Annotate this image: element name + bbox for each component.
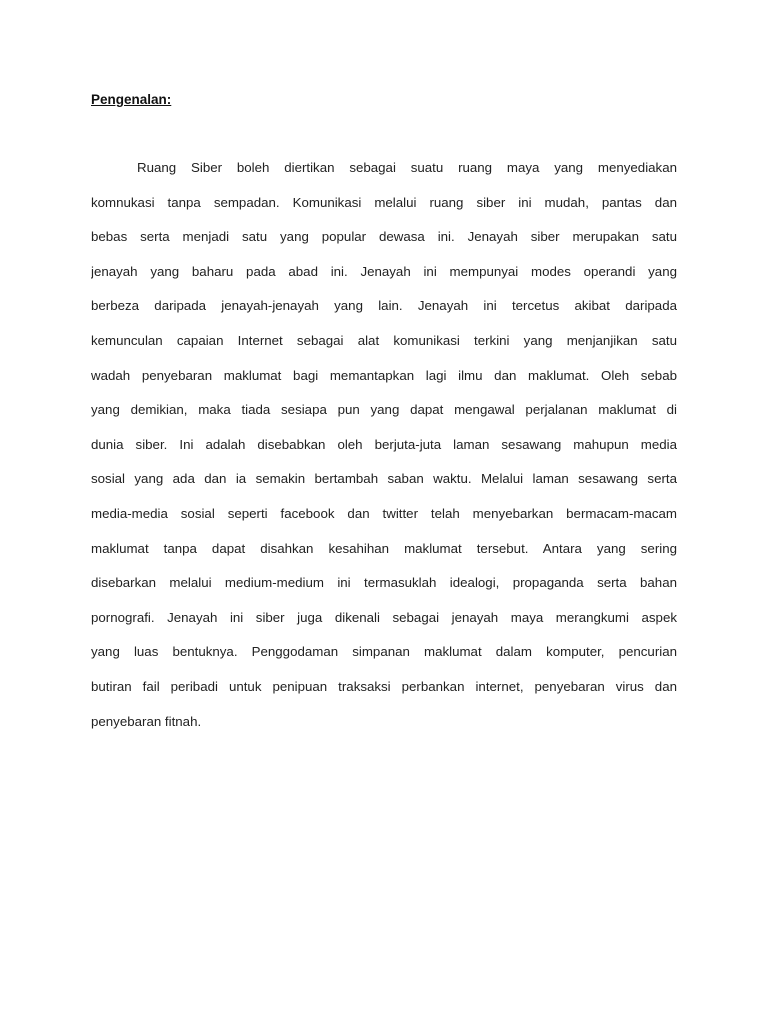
section-heading: Pengenalan: <box>91 92 172 107</box>
body-paragraph <box>91 156 677 744</box>
paragraph-line: komnukasi tanpa sempadan. Komunikasi melalui ruang siber ini mudah, pantas dan <box>91 194 677 210</box>
paragraph-line: bebas serta menjadi satu yang popular dewasa ini. Jenayah siber merupakan satu <box>91 229 677 245</box>
paragraph-line: media-media sosial seperti facebook dan twitter telah menyebarkan bermacam-macam <box>91 505 677 521</box>
paragraph-line: sosial yang ada dan ia semakin bertambah saban waktu. Melalui laman sesawang serta <box>91 471 677 487</box>
paragraph-line: kemunculan capaian Internet sebagai alat komunikasi terkini yang menjanjikan satu <box>91 332 677 348</box>
paragraph-line: Ruang Siber boleh diertikan sebagai suatu ruang maya yang menyediakan <box>137 160 677 175</box>
paragraph-line: disebarkan melalui medium-medium ini termasuklah idealogi, propaganda serta bahan <box>91 575 677 591</box>
paragraph-line: jenayah yang baharu pada abad ini. Jenayah ini mempunyai modes operandi yang <box>91 263 677 279</box>
paragraph-line: pornografi. Jenayah ini siber juga dikenali sebagai jenayah maya merangkumi aspek <box>91 609 677 625</box>
paragraph-line: penyebaran fitnah. <box>91 713 202 729</box>
paragraph-line: berbeza daripada jenayah-jenayah yang lain. Jenayah ini tercetus akibat daripada <box>91 298 677 314</box>
paragraph-line: yang luas bentuknya. Penggodaman simpanan maklumat dalam komputer, pencurian <box>91 644 677 660</box>
paragraph-line: maklumat tanpa dapat disahkan kesahihan maklumat tersebut. Antara yang sering <box>91 540 677 556</box>
paragraph-line: yang demikian, maka tiada sesiapa pun yang dapat mengawal perjalanan maklumat di <box>91 402 677 418</box>
paragraph-line: dunia siber. Ini adalah disebabkan oleh berjuta-juta laman sesawang mahupun media <box>91 436 677 452</box>
paragraph-line: wadah penyebaran maklumat bagi memantapkan lagi ilmu dan maklumat. Oleh sebab <box>91 367 677 383</box>
paragraph-line: butiran fail peribadi untuk penipuan traksaksi perbankan internet, penyebaran virus dan <box>91 678 677 694</box>
